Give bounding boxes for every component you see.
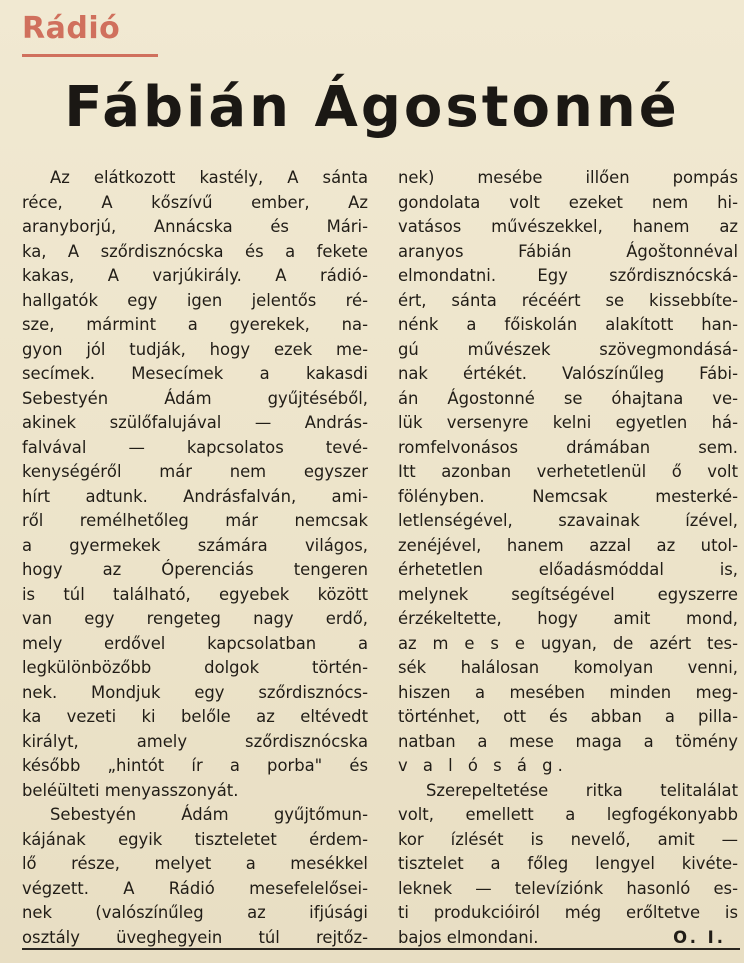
text-line: gyon jól tudják, hogy ezek me- [22,339,368,359]
closing-line [398,926,738,951]
text-line: elmondatni. Egy szőrdisznócská- [398,266,738,285]
text-line: akinek szülőfalujával — András- [22,413,368,432]
section-underline [22,54,158,57]
text-line: érzékeltette, hogy amit mond, [398,609,738,628]
text-line: secímek. Mesecímek a kakasdi [22,364,368,383]
text-line: kakas, A varjúkirály. A rádió- [22,266,368,285]
article-column-left [22,166,368,950]
text-line: ti produkcióiról még erőltetve is [398,903,738,922]
text-line: Az elátkozott kastély, A sánta [50,168,368,187]
text-line: gú művészek szövegmondásá- [398,339,738,359]
text-line: ért, sánta récéért se kissebbíte- [398,290,738,310]
section-label: Rádió [22,11,121,46]
text-line: aranyos Fábián Ágoštonnéval [398,241,738,261]
text-line: is túl található, egyebek között [22,584,368,604]
text-line: kenységéről már nem egyszer [22,462,368,481]
text-line: nak értékét. Valószínűleg Fábi- [398,364,738,383]
text-line: natban a mese maga a tömény [398,731,738,751]
text-line: bajos elmondani. [398,927,539,947]
author-signature: O. I. [673,927,726,947]
text-line: lük versenyre kelni egyetlen há- [398,413,738,432]
text-line: királyt, amely szőrdisznócska [22,731,368,751]
bottom-rule [22,948,740,950]
text-line: legkülönbözőbb dolgok történ- [22,658,368,677]
text-line: lő része, melyet a mesékkel [22,854,368,873]
text-line: végzett. A Rádió mesefelelősei- [22,878,368,898]
text-line: sék halálosan komolyan venni, [398,658,738,677]
text-line: hírt adtunk. Andrásfalván, ami- [22,486,368,506]
text-line: réce, A kőszívű ember, Az [22,192,368,212]
text-line: osztály üveghegyein túl rejtőz- [22,927,368,947]
text-line: v a l ó s á g. [398,756,568,775]
text-line: kor ízlését is nevelő, amit — [398,829,738,849]
text-line: beléülteti menyasszonyát. [22,780,239,800]
text-line: zenéjével, hanem azzal az utol- [398,535,738,555]
text-line: aranyborjú, Annácska és Mári- [22,217,368,236]
text-line: érhetetlen előadásmóddal is, [398,560,738,579]
text-line: Szerepeltetése ritka telitalálat [426,780,738,800]
text-line: mely erdővel kapcsolatban a [22,633,368,653]
text-line: az m e s e ugyan, de azért tes- [398,633,738,653]
article-headline: Fábián Ágostonné [64,75,680,140]
text-line: leknek — televíziónk hasonló es- [398,878,738,898]
text-line: hiszen a mesében minden meg- [398,682,738,702]
text-line: nek) mesébe illően pompás [398,168,738,187]
text-line: a gyermekek számára világos, [22,535,368,555]
text-line: Sebestyén Ádám gyűjtőmun- [50,805,368,824]
text-line: gondolata volt ezeket nem hi- [398,192,738,212]
text-line: nek. Mondjuk egy szőrdisznócs- [22,682,368,702]
text-line: letlenségével, szavainak ízével, [398,511,738,530]
text-line: sze, mármint a gyerekek, na- [22,315,368,334]
text-line: ka vezeti ki belőle az eltévedt [22,707,368,726]
text-line: tisztelet a főleg lengyel kivéte- [398,854,738,873]
text-line: történhet, ott és abban a pilla- [398,707,738,726]
text-line: van egy rengeteg nagy erdő, [22,609,368,628]
text-line: án Ágostonné se óhajtana ve- [398,388,738,408]
text-line: nek (valószínűleg az ifjúsági [22,903,368,922]
text-line: ről remélhetőleg már nemcsak [22,511,368,530]
article-column-right [398,166,738,950]
text-line: hallgatók egy igen jelentős ré- [22,290,368,310]
text-line: volt, emellett a legfogékonyabb [398,805,738,824]
text-line: kájának egyik tiszteletet érdem- [22,829,368,849]
text-line: romfelvonásos drámában sem. [398,437,738,457]
text-line: melynek segítségével egyszerre [398,584,738,604]
text-line: hogy az Óperenciás tengeren [22,560,368,579]
text-line: nénk a főiskolán alakított han- [398,315,738,334]
text-line: falvával — kapcsolatos tevé- [22,437,368,457]
text-line: Itt azonban verhetetlenül ő volt [398,462,738,481]
text-line: ka, A szőrdisznócska és a fekete [22,241,368,261]
text-line: vatásos művészekkel, hanem az [398,217,738,236]
text-line: fölényben. Nemcsak mesterké- [398,486,738,506]
text-line: később „hintót ír a porba" és [22,756,368,775]
text-line: Sebestyén Ádám gyűjtéséből, [22,388,368,408]
